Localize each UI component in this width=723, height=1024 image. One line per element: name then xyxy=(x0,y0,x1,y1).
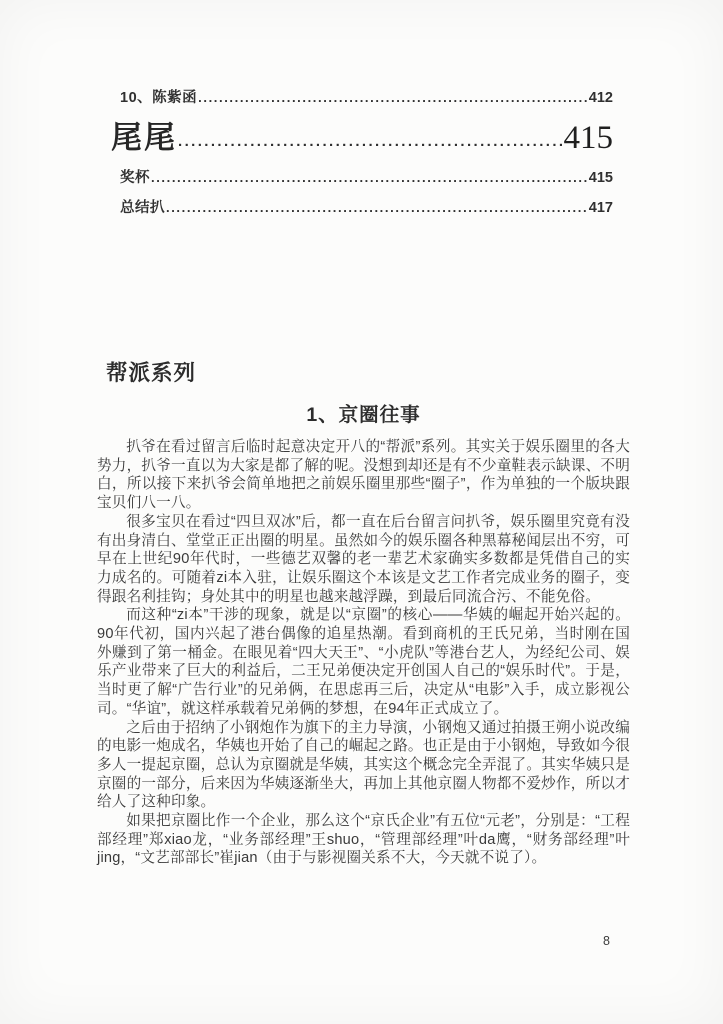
paragraph: 如果把京圈比作一个企业，那么这个“京氏企业”有五位“元老”，分别是：“工程部经理”郑xiao龙，“业务部经理”王shuo，“管理部经理”叶da鹰，“财务部经理”叶jing，“文艺部部长”崔jian（由于与影视圈关系不大，今天就不说了）。 xyxy=(97,813,630,867)
toc-entry-jiangbei[interactable] xyxy=(120,166,613,187)
leader-dots xyxy=(178,133,563,150)
toc-entry-page-number: 417 xyxy=(588,200,613,216)
toc-entry-label: 奖杯 xyxy=(120,170,150,186)
toc-entry-label: 10、陈紫函 xyxy=(120,90,198,106)
paragraph: 而这种“zi本”干涉的现象，就是以“京圈”的核心——华姨的崛起开始兴起的。90年代初，国内兴起了港台偶像的追星热潮。看到商机的王氏兄弟，当时刚在国外赚到了第一桶金。在眼见着“四大天王”、“小虎队”等港台艺人，为经纪公司、娱乐产业带来了巨大的利益后，二王兄弟便决定开创国人自己的“娱乐时代”。于是，当时更了解“广告行业”的兄弟俩，在思虑再三后，决定从“电影”入手，成立影视公司。“华谊”，就这样承载着兄弟俩的梦想，在94年正式成立了。 xyxy=(97,607,630,717)
toc-entry-page-number: 415 xyxy=(563,120,613,156)
toc-entry-page-number: 415 xyxy=(588,170,613,186)
paragraph: 之后由于招纳了小钢炮作为旗下的主力导演，小钢炮又通过拍摄王朔小说改编的电影一炮成名，华姨也开始了自己的崛起之路。也正是由于小钢炮，导致如今很多人一提起京圈，总认为京圈就是华姨，其实这个概念完全弄混了。其实华姨只是京圈的一部分，后来因为华姨逐渐坐大，再加上其他京圈人物都不爱炒作，所以才给人了这种印象。 xyxy=(97,719,630,811)
leader-dots xyxy=(166,200,588,215)
toc-entry-weiwei[interactable] xyxy=(111,112,613,157)
toc-entry-label: 尾尾 xyxy=(111,120,177,155)
chapter-body xyxy=(97,438,630,868)
toc-entry-zongjieba[interactable] xyxy=(120,196,613,217)
toc-entry-label: 总结扒 xyxy=(120,200,165,216)
leader-dots xyxy=(151,170,588,185)
toc-entry-chenzihan[interactable] xyxy=(120,86,613,107)
paragraph: 扒爷在看过留言后临时起意决定开八的“帮派”系列。其实关于娱乐圈里的各大势力，扒爷一直以为大家是都了解的呢。没想到却还是有不少童鞋表示缺课、不明白，所以接下来扒爷会简单地把之前娱乐圈里那些“圈子”，作为单独的一个版块跟宝贝们八一八。 xyxy=(97,439,630,512)
chapter-title: 1、京圈往事 xyxy=(306,404,421,426)
paragraph: 很多宝贝在看过“四旦双冰”后，都一直在后台留言问扒爷，娱乐圈里究竟有没有出身清白、堂堂正正出圈的明星。虽然如今的娱乐圈各种黑幕秘闻层出不穷，可早在上世纪90年代时，一些德艺双馨的老一辈艺术家确实多数都是凭借自己的实力成名的。可随着zi本入驻，让娱乐圈这个本该是文艺工作者完成业务的圈子，变得跟名利挂钩；身处其中的明星也越来越浮躁，到最后同流合污、不能免俗。 xyxy=(97,513,630,605)
leader-dots xyxy=(198,90,588,105)
toc-entry-page-number: 412 xyxy=(588,90,613,106)
series-title: 帮派系列 xyxy=(106,361,197,385)
page-number: 8 xyxy=(603,934,610,948)
